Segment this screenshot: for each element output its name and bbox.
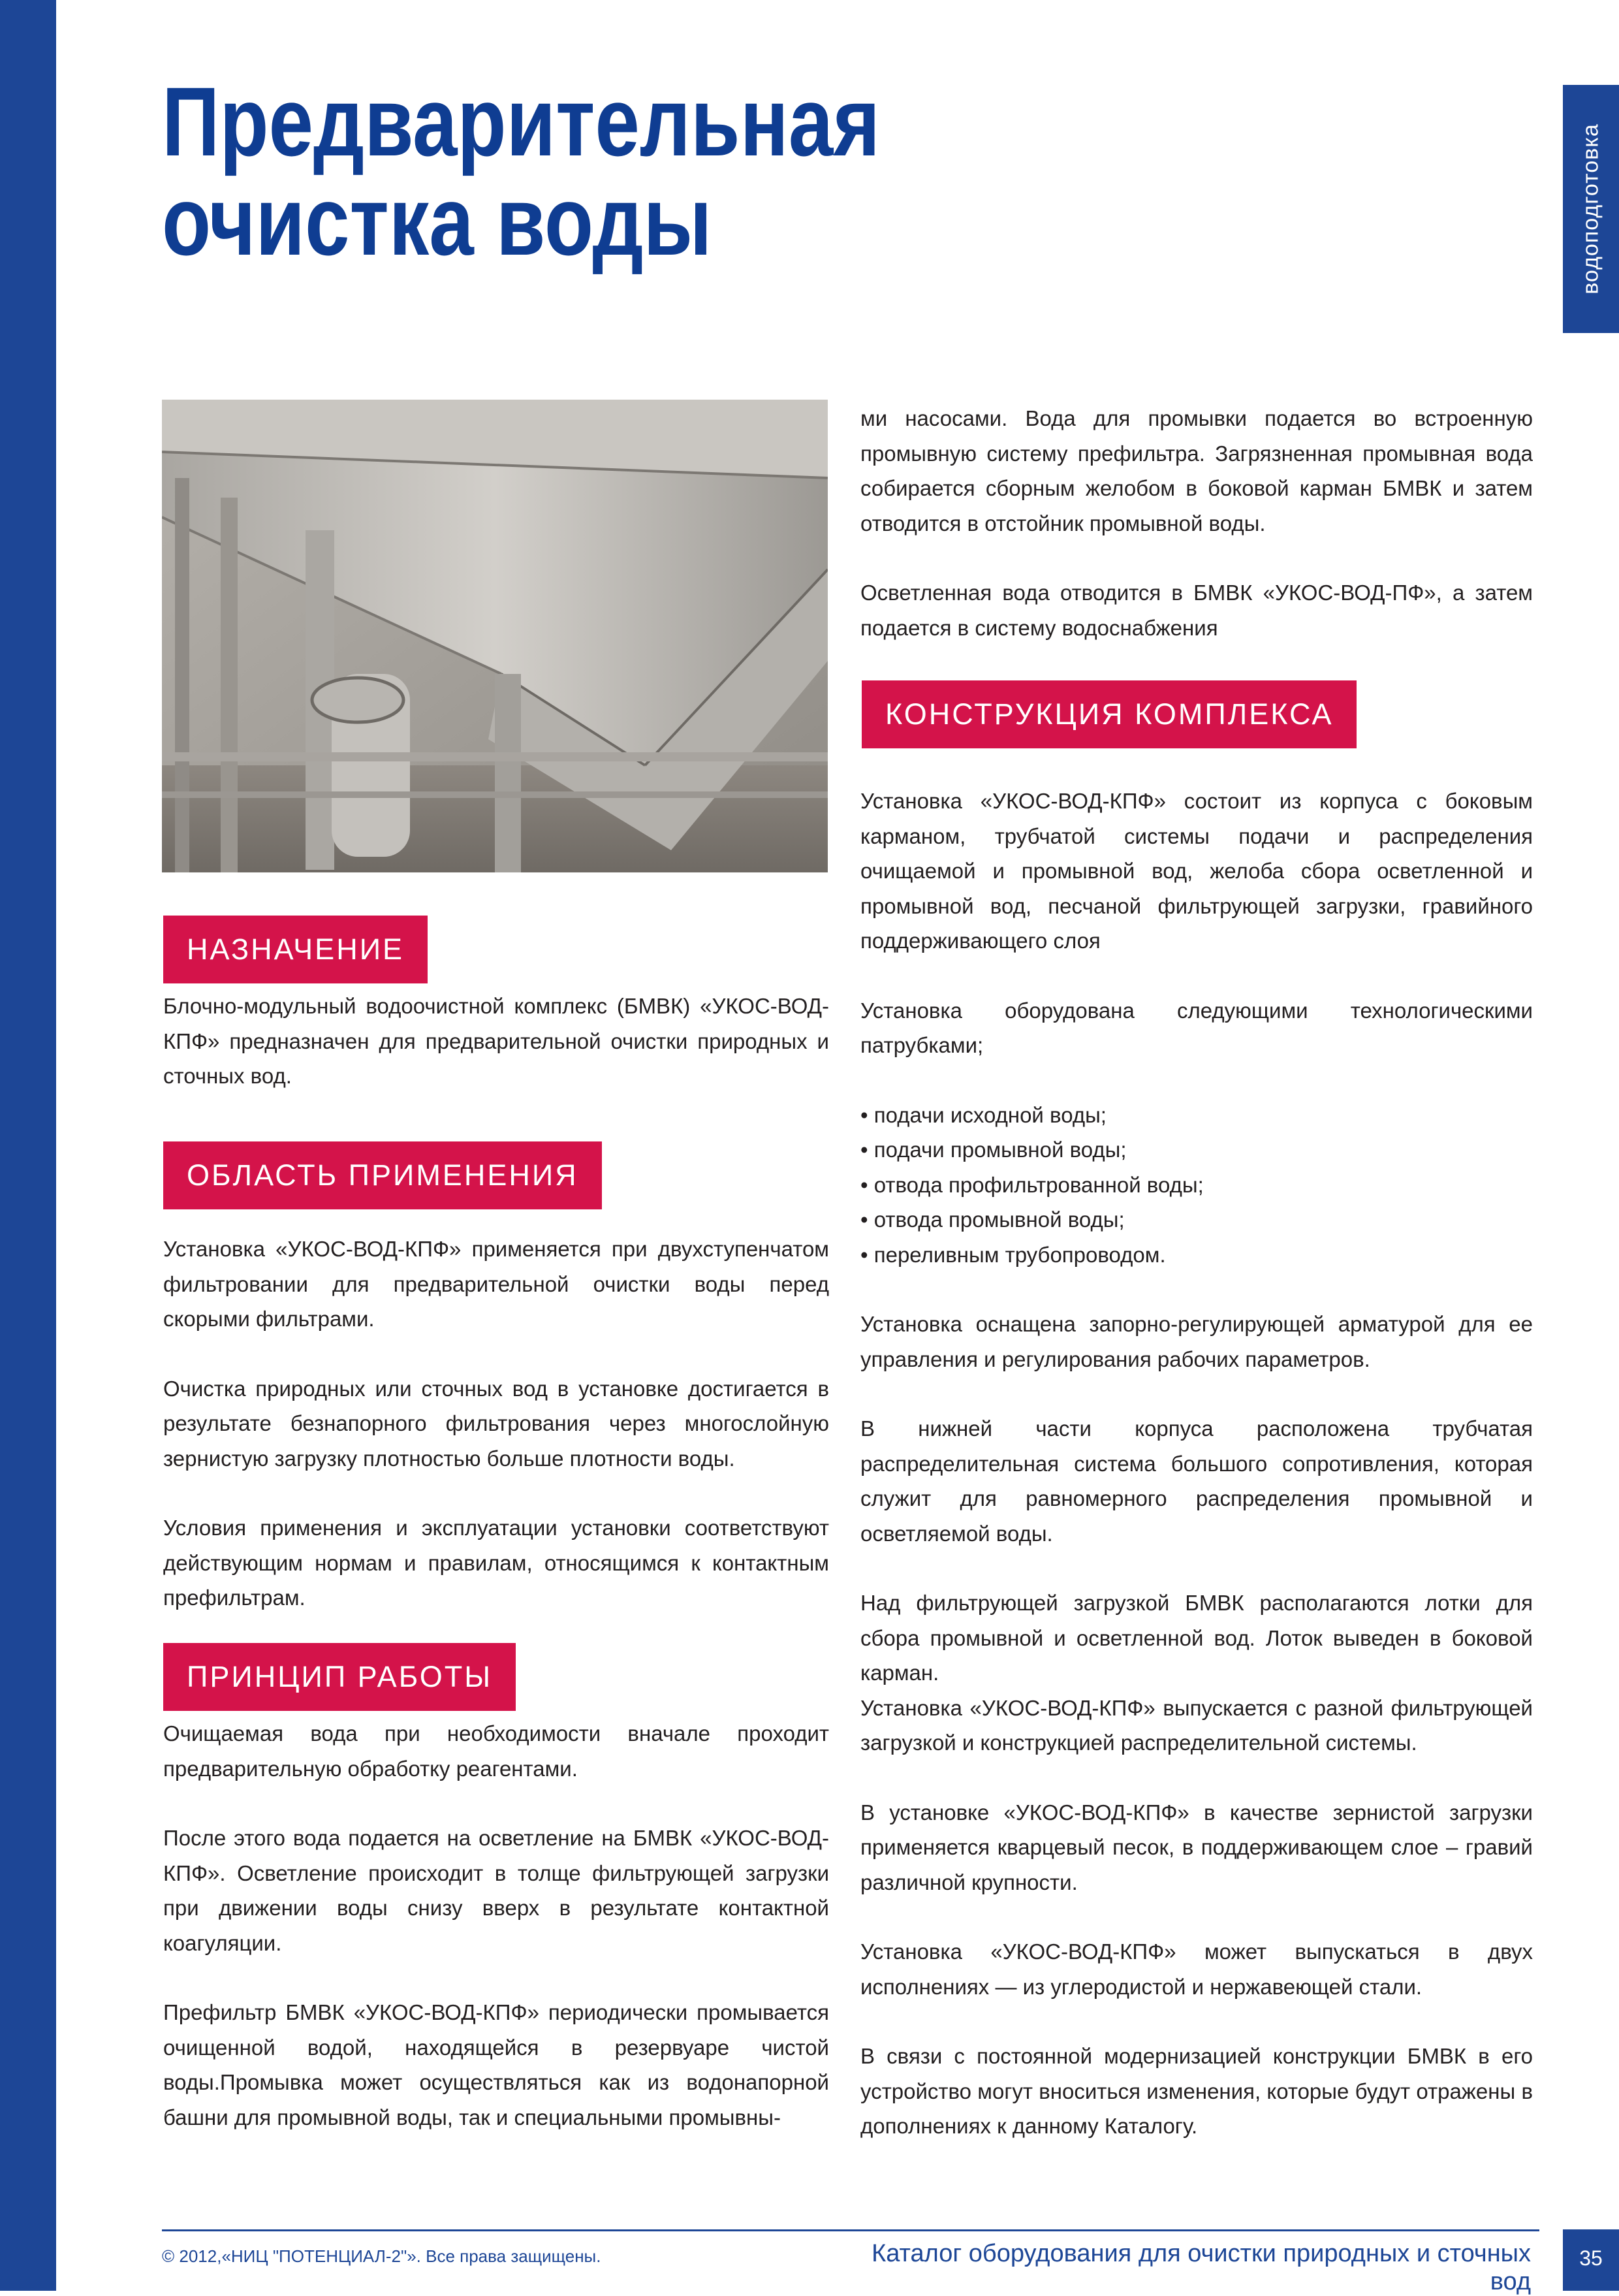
paragraph: Очищаемая вода при необходимости вначале проходит предварительную обработку реагентами.	[163, 1721, 829, 1781]
list-item: • отвода промывной воды;	[860, 1202, 1533, 1237]
paragraph: В установке «УКОС-ВОД-КПФ» в качестве зернистой загрузки применяется кварцевый песок, в поддерживающем слое – гравий различной крупности.	[860, 1800, 1533, 1894]
heading-principle: ПРИНЦИП РАБОТЫ	[163, 1643, 516, 1711]
page-title-line-1: Предварительная	[162, 67, 881, 176]
footer-divider	[162, 2229, 1539, 2231]
paragraph: Установка «УКОС-ВОД-КПФ» может выпускаться в двух исполнениях — из углеродистой и нержавеющей стали.	[860, 1939, 1533, 1999]
construction-text	[860, 784, 1533, 2178]
paragraph: Установка оборудована следующими технологическими патрубками;	[860, 998, 1533, 1057]
principle-text-right	[860, 401, 1533, 680]
fittings-list	[860, 1098, 1533, 1273]
paragraph: Установка «УКОС-ВОД-КПФ» состоит из корпуса с боковым карманом, трубчатой системы подачи и распределения очищаемой и промывной вод, желоба сбора осветленной и промывной вод, песчаной фильтрующей загрузки, гравийного поддерживающего слоя	[860, 789, 1533, 953]
section-side-tab	[1563, 85, 1619, 333]
equipment-photo	[162, 400, 828, 872]
list-item: • подачи промывной воды;	[860, 1132, 1533, 1168]
paragraph: В нижней части корпуса расположена трубчатая распределительная система большого сопротивления, которая служит для равномерного распределения промывной и осветляемой воды.	[860, 1416, 1533, 1546]
paragraph: В связи с постоянной модернизацией конструкции БМВК в его устройство могут вноситься изменения, которые будут отражены в дополнениях к данному Каталогу.	[860, 2044, 1533, 2138]
paragraph: Условия применения и эксплуатации установки соответствуют действующим нормам и правилам, относящимся к контактным префильтрам.	[163, 1516, 829, 1610]
list-item: • отвода профильтрованной воды;	[860, 1168, 1533, 1203]
page-title-line-2: очистка воды	[162, 166, 712, 276]
paragraph: Префильтр БМВК «УКОС-ВОД-КПФ» периодически промывается очищенной водой, находящейся в резервуаре чистой воды.Промывка может осуществляться как из водонапорной башни для промывной воды, так и специальными промывны-	[163, 2000, 829, 2129]
page-number: 35	[1563, 2229, 1619, 2291]
page-title	[162, 67, 881, 276]
principle-text-left	[163, 1716, 829, 2169]
heading-application: ОБЛАСТЬ ПРИМЕНЕНИЯ	[163, 1141, 602, 1209]
paragraph: Установка оснащена запорно-регулирующей арматурой для ее управления и регулирования рабочих параметров.	[860, 1312, 1533, 1371]
paragraph: ми насосами. Вода для промывки подается во встроенную промывную систему префильтра. Загрязненная промывная вода собирается сборным желобом в боковой карман БМВК и затем отводится в отстойник промывной воды.	[860, 406, 1533, 535]
paragraph: После этого вода подается на осветление на БМВК «УКОС-ВОД-КПФ». Осветление происходит в толще фильтрующей загрузки при движении воды снизу вверх в результате контактной коагуляции.	[163, 1826, 829, 1955]
paragraph: Над фильтрующей загрузкой БМВК располагаются лотки для сбора промывной и осветленной вод. Лоток выведен в боковой карман.	[860, 1591, 1533, 1685]
paragraph: Установка «УКОС-ВОД-КПФ» применяется при двухступенчатом фильтровании для предварительной очистки воды перед скорыми фильтрами.	[163, 1237, 829, 1331]
list-item: • переливным трубопроводом.	[860, 1237, 1533, 1273]
left-color-bar	[0, 0, 56, 2291]
paragraph: Установка «УКОС-ВОД-КПФ» выпускается с разной фильтрующей загрузкой и конструкцией распределительной системы.	[860, 1695, 1533, 1755]
footer-copyright: © 2012,«НИЦ "ПОТЕНЦИАЛ-2"». Все права защищены.	[162, 2246, 601, 2266]
heading-construction: КОНСТРУКЦИЯ КОМПЛЕКСА	[862, 680, 1357, 748]
heading-purpose: НАЗНАЧЕНИЕ	[163, 916, 428, 983]
paragraph: Очистка природных или сточных вод в установке достигается в результате безнапорного фильтрования через многослойную зернистую загрузку плотностью больше плотности воды.	[163, 1376, 829, 1471]
paragraph: Блочно-модульный водоочистной комплекс (БМВК) «УКОС-ВОД-КПФ» предназначен для предварительной очистки природных и сточных вод.	[163, 994, 829, 1088]
application-text	[163, 1232, 829, 1650]
list-item: • подачи исходной воды;	[860, 1098, 1533, 1133]
footer-catalog-title: Каталог оборудования для очистки природных и сточных вод	[872, 2240, 1531, 2295]
purpose-text	[163, 989, 829, 1128]
paragraph: Осветленная вода отводится в БМВК «УКОС-ВОД-ПФ», а затем подается в систему водоснабжения	[860, 581, 1533, 640]
section-side-tab-label: водоподготовка	[1578, 123, 1603, 295]
